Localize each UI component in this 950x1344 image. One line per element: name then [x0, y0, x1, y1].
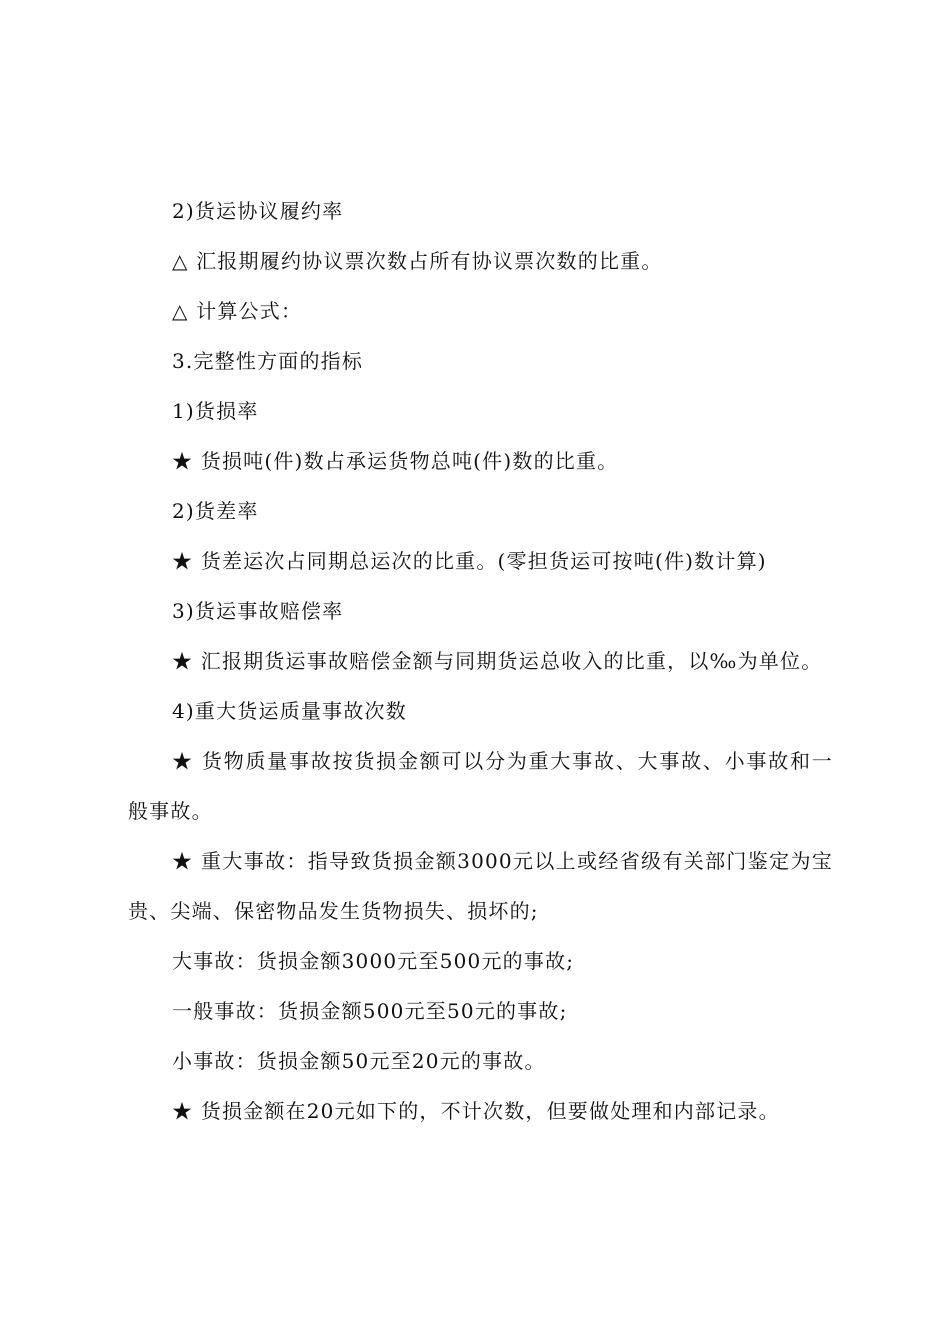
- definition-big-accident: 大事故：货损金额3000元至500元的事故;: [172, 949, 575, 973]
- definition-accident-classification: ★ 货物质量事故按货损金额可以分为重大事故、大事故、小事故和一般事故。: [128, 749, 833, 823]
- formula-label: △ 计算公式：: [172, 299, 303, 323]
- definition-accident-compensation-rate: ★ 汇报期货运事故赔偿金额与同期货运总收入的比重，以‰为单位。: [172, 649, 823, 673]
- definition-general-accident: 一般事故：货损金额500元至50元的事故;: [172, 999, 568, 1023]
- section-heading-completeness: 3.完整性方面的指标: [172, 349, 364, 373]
- definition-cargo-shortage-rate: ★ 货差运次占同期总运次的比重。(零担货运可按吨(件)数计算): [172, 549, 767, 573]
- heading-agreement-fulfillment-rate: 2)货运协议履约率: [172, 199, 344, 223]
- definition-agreement-fulfillment-rate: △ 汇报期履约协议票次数占所有协议票次数的比重。: [172, 249, 663, 273]
- definition-minor-accident: 小事故：货损金额50元至20元的事故。: [172, 1049, 546, 1073]
- definition-cargo-damage-rate: ★ 货损吨(件)数占承运货物总吨(件)数的比重。: [172, 449, 619, 473]
- heading-cargo-shortage-rate: 2)货差率: [172, 499, 259, 523]
- heading-accident-compensation-rate: 3)货运事故赔偿率: [172, 599, 344, 623]
- document-body: [128, 186, 833, 1136]
- note-below-threshold: ★ 货损金额在20元如下的，不计次数，但要做处理和内部记录。: [172, 1099, 780, 1123]
- heading-cargo-damage-rate: 1)货损率: [172, 399, 259, 423]
- heading-major-accident-count: 4)重大货运质量事故次数: [172, 699, 407, 723]
- definition-major-accident: ★ 重大事故：指导致货损金额3000元以上或经省级有关部门鉴定为宝贵、尖端、保密物品发生货物损失、损坏的;: [128, 849, 833, 923]
